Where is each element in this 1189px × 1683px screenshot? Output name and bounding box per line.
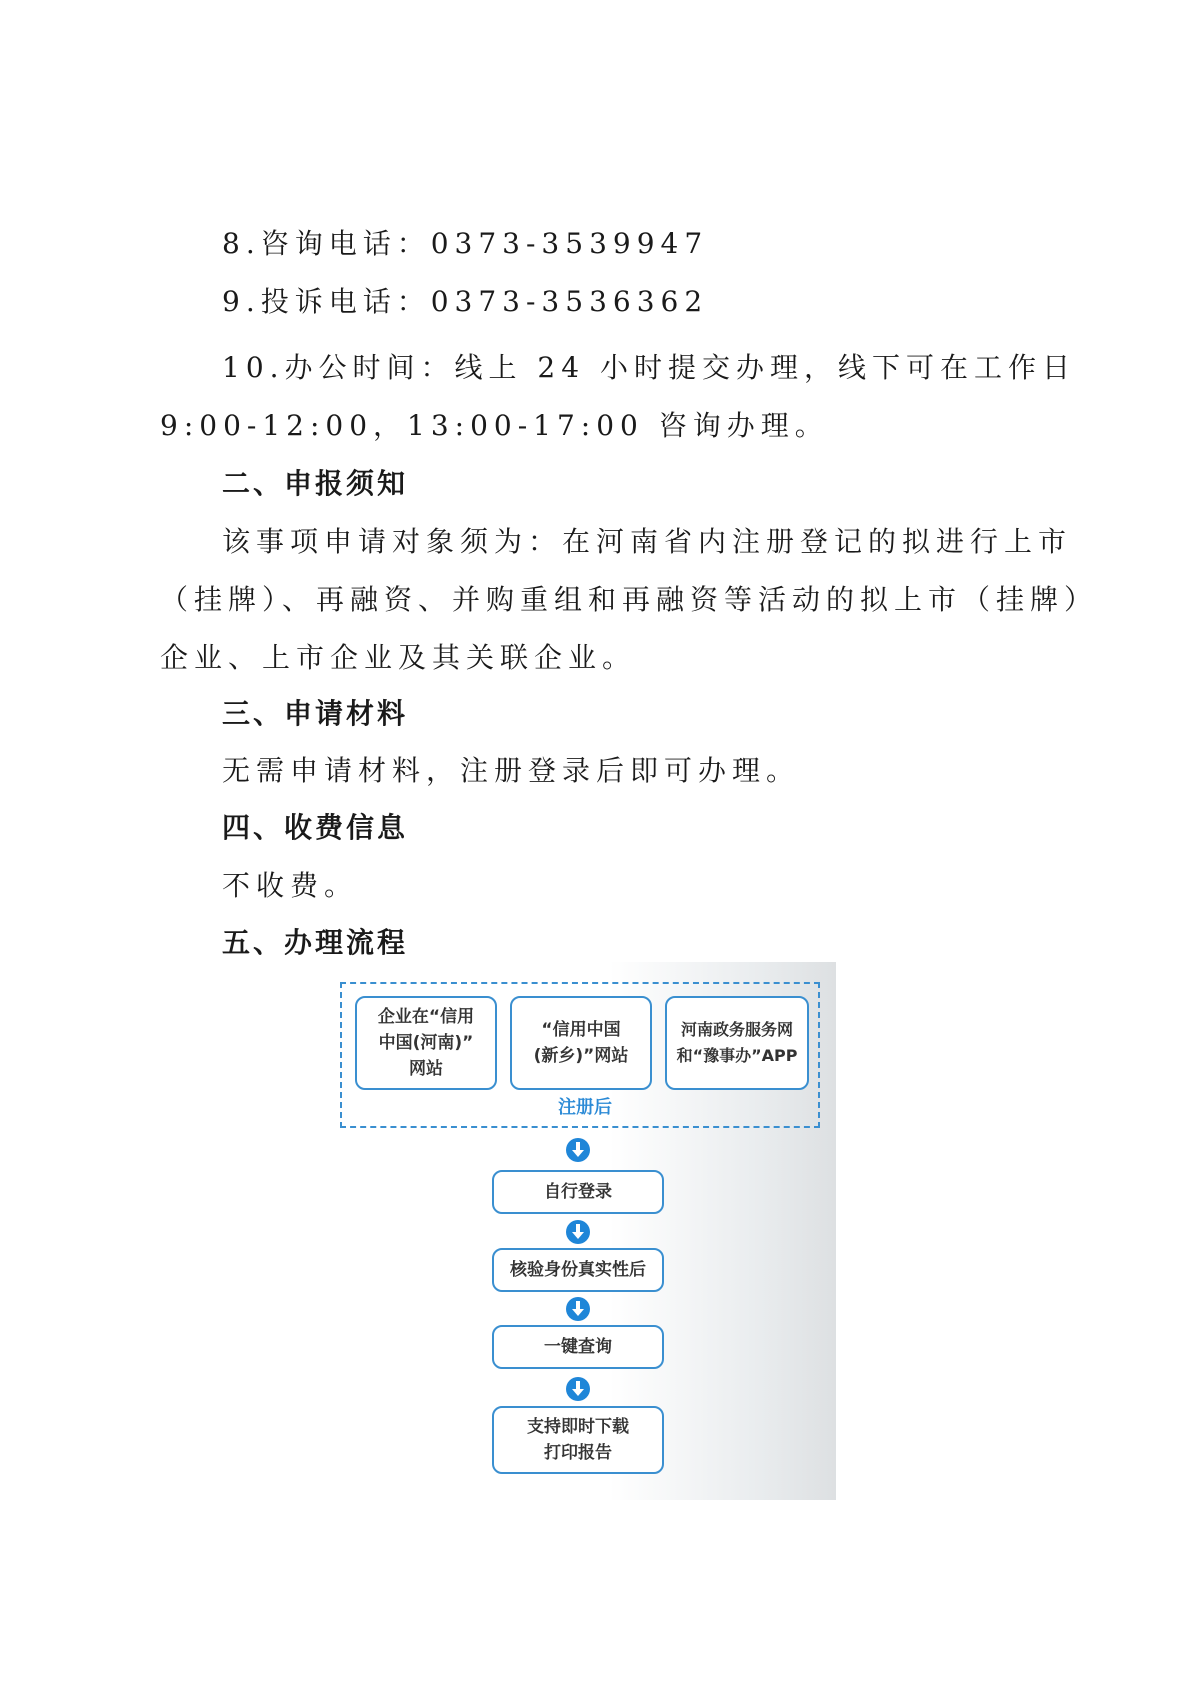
down-arrow-icon: [566, 1377, 590, 1401]
consult-phone-line: 8.咨询电话：0373-3539947: [222, 227, 709, 260]
register-label: 注册后: [558, 1097, 612, 1118]
step-download-print: 支持即时下载 打印报告: [492, 1406, 664, 1474]
notice-heading: 二、申报须知: [222, 467, 409, 500]
fees-text: 不收费。: [222, 869, 359, 902]
materials-heading: 三、申请材料: [222, 697, 409, 730]
fees-heading: 四、收费信息: [222, 811, 409, 844]
step-one-click-query: 一键查询: [492, 1325, 664, 1369]
down-arrow-icon: [566, 1220, 590, 1244]
process-heading: 五、办理流程: [222, 926, 409, 959]
channel-box-credit-henan: 企业在“信用 中国(河南)” 网站: [355, 996, 497, 1090]
channel-box-gov-service-app: 河南政务服务网 和“豫事办”APP: [665, 996, 809, 1090]
notice-text-line-2: （挂牌）、再融资、并购重组和再融资等活动的拟上市（挂牌）: [160, 583, 1099, 616]
notice-text-line-1: 该事项申请对象须为：在河南省内注册登记的拟进行上市: [222, 525, 1073, 558]
step-login: 自行登录: [492, 1170, 664, 1214]
materials-text: 无需申请材料，注册登录后即可办理。: [222, 754, 801, 787]
notice-text-line-3: 企业、上市企业及其关联企业。: [160, 641, 637, 674]
complaint-phone-line: 9.投诉电话：0373-3536362: [222, 285, 709, 318]
step-verify-identity: 核验身份真实性后: [492, 1248, 664, 1292]
down-arrow-icon: [566, 1297, 590, 1321]
office-hours-line-1: 10.办公时间：线上 24 小时提交办理，线下可在工作日: [222, 351, 1076, 384]
channel-box-credit-xinxiang: “信用中国 (新乡)”网站: [510, 996, 652, 1090]
down-arrow-icon: [566, 1138, 590, 1162]
office-hours-line-2: 9:00-12:00，13:00-17:00 咨询办理。: [160, 409, 829, 442]
